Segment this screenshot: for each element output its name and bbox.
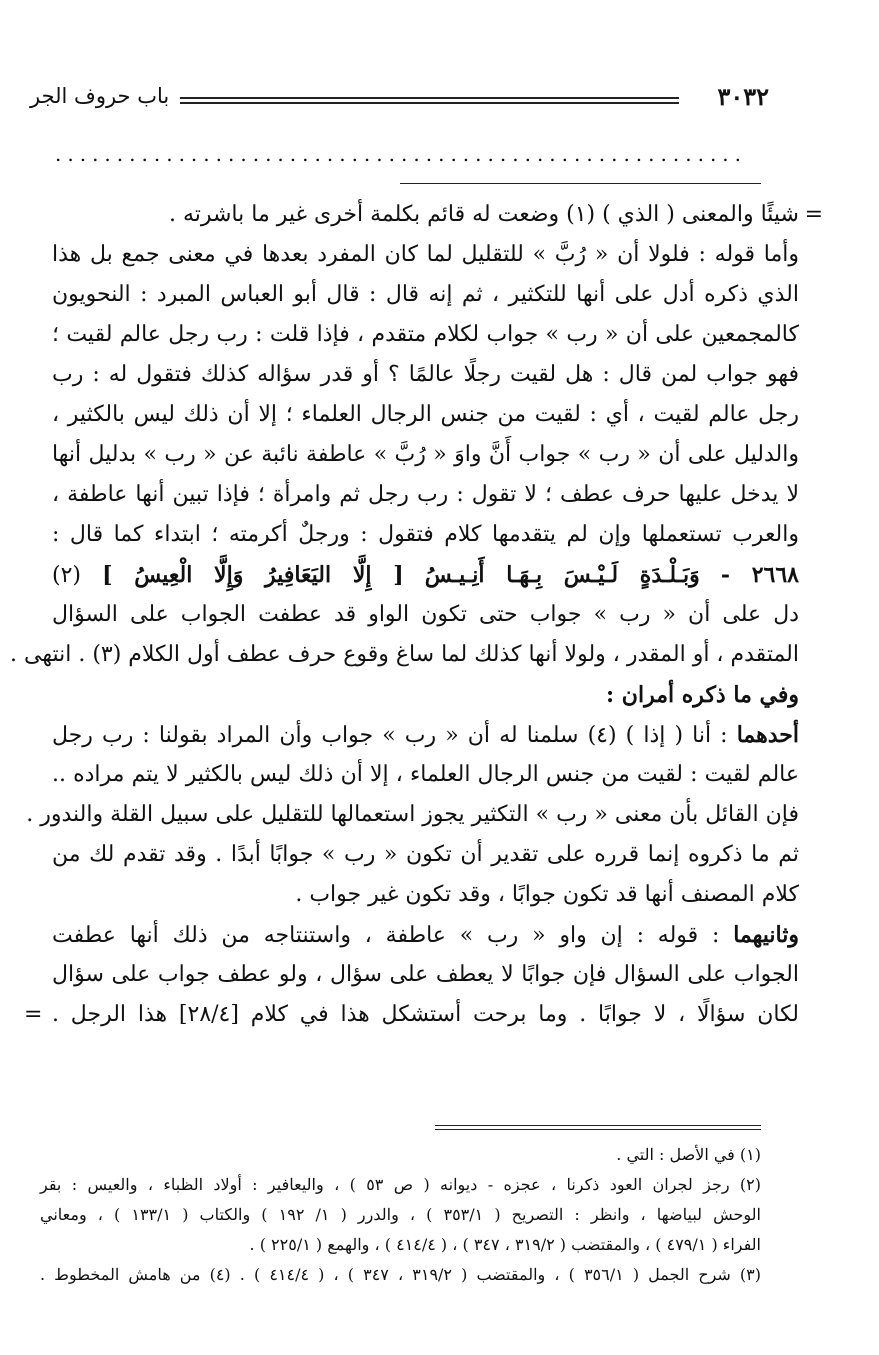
continuation-mark: = <box>24 1002 43 1027</box>
second-point-label: وثانيهما <box>733 922 799 948</box>
text-line: فهو جواب لمن قال : هل لقيت رجلًا عالمًا ؟ أو قدر سؤاله كذلك فتقول له : رب <box>52 362 799 387</box>
footnote-3: (٣) شرح الجمل ( ٣٥٦/١ ) ، والمقتضب ( ٣١٩/٢ ، ٣٤٧ ) ، ( ٤١٤/٤ ) . <box>239 1265 762 1284</box>
footnote-3-4-line <box>40 1260 761 1290</box>
verse-second-hemistich: [ إِلَّا اليَعَافِيرُ وَإِلَّا الْعِيسُ ] <box>102 562 404 588</box>
running-header <box>30 80 769 120</box>
continuation-mark: = <box>804 202 823 227</box>
text-line: والدليل على أن « رب » جواب أَنَّ واوَ « رُبَّ » عاطفة نائبة عن « رب » بدليل أنها <box>52 442 799 467</box>
first-point-label: أحدهما <box>736 722 799 748</box>
line-text: لكان سؤالًا ، لا جوابًا . وما برحت أستشكل هذا في كلام [٢٨/٤] هذا الرجل . <box>52 1002 799 1027</box>
dotted-separator: ........................................................ <box>55 142 748 166</box>
text-line: فإن القائل بأن معنى « رب » التكثير يجوز استعمالها للتقليل على سبيل القلة والندور . <box>26 802 799 827</box>
main-text <box>10 195 823 1035</box>
text-line: الذي ذكره أدل على أنها للتكثير ، ثم إنه قال : قال أبو العباس المبرد : النحويون <box>52 282 799 307</box>
text-line: كالمجمعين على أن « رب » جواب لكلام متقدم ، فإذا قلت : رب رجل عالم لقيت ؛ <box>52 322 799 347</box>
text-line: دل على أن « رب » جواب حتى تكون الواو قد عطفت الجواب على السؤال <box>52 602 799 627</box>
text-line <box>52 915 799 955</box>
footnote-2: (٢) رجز لجران العود ذكرنا ، عجزه - ديوانه ( ص ٥٣ ) ، واليعافير : أولاد الظباء ، والعيس : بقر <box>40 1175 762 1194</box>
verse-footnote-ref: (٢) <box>52 563 82 588</box>
footnote-1: (١) في الأصل : التي . <box>616 1145 761 1164</box>
footnote-2-end: الفراء ( ٤٧٩/١ ) ، والمقتضب ( ٣١٩/٢ ، ٣٤٧ ) ، ( ٤١٤/٤ ) ، والهمع ( ٢٢٥/١ ) . <box>249 1235 761 1254</box>
line-text: شيئًا والمعنى ( الذي ) (١) وضعت له قائم بكلمة أخرى غير ما باشرته . <box>168 202 799 227</box>
text-line: لا يدخل عليها حرف عطف ؛ لا تقول : رب رجل ثم وامرأة ؛ فإذا تبين أنها عاطفة ، <box>52 482 799 507</box>
section-heading: وفي ما ذكره أمران : <box>606 682 799 708</box>
line-text: : أنا ( إذا ) (٤) سلمنا له أن « رب » جواب وأن المراد بقولنا : رب رجل <box>52 723 728 748</box>
text-line: الجواب على السؤال فإن جوابًا لا يعطف على سؤال ، ولو عطف جواب على سؤال <box>52 962 799 987</box>
page-number: ٣٠٣٢ <box>717 82 769 111</box>
text-line: كلام المصنف أنها قد تكون جوابًا ، وقد تكون غير جواب . <box>295 882 799 907</box>
text-line: ثم ما ذكروه إنما قرره على تقدير أن تكون « رب » جوابًا أبدًا . وقد تقدم لك من <box>52 842 799 867</box>
verse-line <box>52 555 799 595</box>
footnotes <box>40 1140 761 1290</box>
footnote-4: (٤) من هامش المخطوط . <box>40 1265 231 1284</box>
text-line: والعرب تستعملها وإن لم يتقدمها كلام فتقول : ورجلٌ أكرمته ؛ ابتداء كما قال : <box>52 522 799 547</box>
verse-number: ٢٦٦٨ - <box>720 562 799 588</box>
footnote-2-cont: الوحش لبياضها ، وانظر : التصريح ( ٣٥٣/١ ) ، والدرر ( ١/ ١٩٢ ) والكتاب ( ١٣٣/١ ) ، ومعاني <box>40 1205 761 1224</box>
text-line: رجل عالم لقيت ، أي : لقيت من جنس الرجال العلماء ؛ إلا أن ذلك ليس بالكثير ، <box>52 402 799 427</box>
chapter-title: باب حروف الجر <box>30 84 170 108</box>
line-text: : قوله : إن واو « رب » عاطفة ، واستنتاجه من ذلك أنها عطفت <box>52 923 720 948</box>
verse-first-hemistich: وَبَـلْـدَةٍ لَـيْـسَ بِـهَـا أَنِـيـسُ <box>424 562 700 588</box>
text-line <box>24 995 799 1035</box>
text-line <box>52 195 823 235</box>
top-rule <box>400 183 761 184</box>
text-line: عالم لقيت : لقيت من جنس الرجال العلماء ، إلا أن ذلك ليس بالكثير لا يتم مراده .. <box>52 762 799 787</box>
text-line: المتقدم ، أو المقدر ، ولولا أنها كذلك لما ساغ وقوع حرف عطف أول الكلام (٣) . انتهى . <box>10 642 799 667</box>
footnote-rule <box>435 1125 761 1130</box>
text-line: وأما قوله : فلولا أن « رُبَّ » للتقليل لما كان المفرد بعدها في معنى جمع بل هذا <box>52 242 799 267</box>
header-rule <box>180 97 679 104</box>
text-line <box>52 715 799 755</box>
